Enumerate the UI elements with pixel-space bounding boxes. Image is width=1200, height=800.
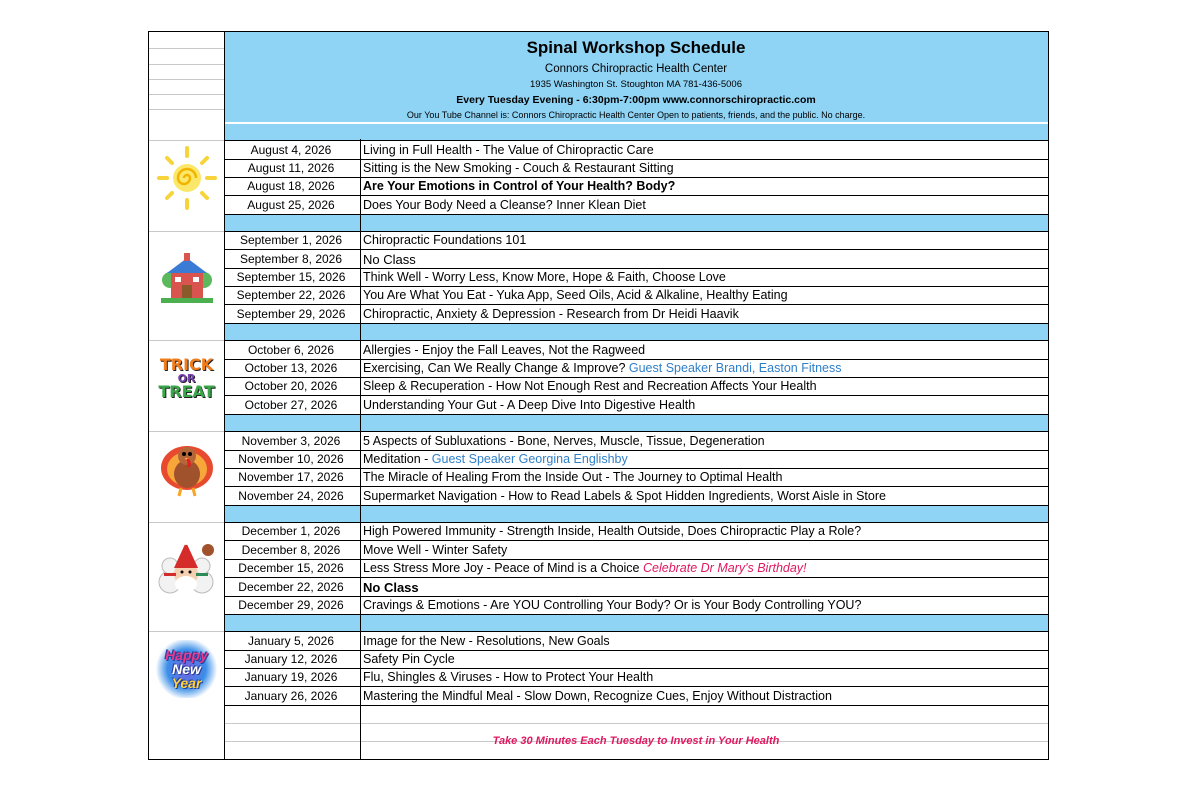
session-topic [363, 251, 416, 268]
topic-text: No Class [363, 251, 416, 267]
month-separator [224, 324, 1048, 341]
schedule-row [224, 523, 1048, 541]
icon-lettering: New [172, 661, 201, 678]
session-topic [363, 542, 507, 559]
topic-text: Sleep & Recuperation - How Not Enough Rest and Recreation Affects Your Health [363, 379, 817, 394]
topic-text: Supermarket Navigation - How to Read Labels & Spot Hidden Ingredients, Worst Aisle in Store [363, 488, 886, 503]
session-topic [363, 342, 645, 359]
schedule-time: Every Tuesday Evening - 6:30pm-7:00pm www.connorschiropractic.com [456, 94, 816, 106]
grid-line [149, 340, 224, 341]
session-topic [363, 523, 861, 540]
topic-text: Think Well - Worry Less, Know More, Hope & Faith, Choose Love [363, 270, 726, 285]
schedule-row [224, 433, 1048, 451]
session-date: November 3, 2026 [241, 433, 341, 448]
topic-text: Does Your Body Need a Cleanse? Inner Klean Diet [363, 197, 646, 212]
schedule-row [224, 669, 1048, 687]
schedule-row [224, 651, 1048, 669]
topic-text: Flu, Shingles & Viruses - How to Protect Your Health [363, 670, 654, 685]
month-separator [224, 215, 1048, 232]
session-date: November 10, 2026 [238, 451, 344, 466]
month-separator [224, 415, 1048, 432]
schedule-row [224, 232, 1048, 250]
session-topic [363, 597, 861, 614]
month-separator [224, 615, 1048, 632]
icon-lettering: OR [177, 371, 196, 385]
session-topic [363, 688, 832, 705]
schedule-row [224, 542, 1048, 560]
session-topic [363, 378, 817, 395]
column-divider [360, 139, 361, 759]
grid-line [149, 79, 224, 80]
schedule-row [224, 287, 1048, 305]
topic-text: Image for the New - Resolutions, New Goals [363, 633, 610, 648]
session-date: October 20, 2026 [244, 379, 338, 394]
session-topic [363, 651, 455, 668]
grid-line [149, 631, 224, 632]
topic-text: Chiropractic, Anxiety & Depression - Research from Dr Heidi Haavik [363, 306, 739, 321]
schoolhouse-icon [149, 242, 224, 314]
session-topic [363, 197, 646, 214]
session-date: August 18, 2026 [247, 179, 335, 194]
schedule-row [224, 306, 1048, 324]
session-topic [363, 579, 419, 596]
month-separator [224, 506, 1048, 523]
snowman-santa-icon [149, 533, 224, 605]
schedule-row [224, 560, 1048, 578]
session-date: October 13, 2026 [244, 361, 338, 375]
session-date: December 29, 2026 [238, 597, 344, 612]
schedule-row [224, 397, 1048, 415]
topic-text: Mastering the Mindful Meal - Slow Down, Recognize Cues, Enjoy Without Distraction [363, 688, 832, 703]
session-topic [363, 469, 782, 486]
session-date: December 15, 2026 [238, 561, 344, 576]
session-topic [363, 397, 695, 414]
grid-line [149, 109, 224, 110]
grid-line [149, 231, 224, 232]
schedule-row [224, 197, 1048, 215]
session-date: November 17, 2026 [238, 470, 344, 485]
session-date: January 5, 2026 [247, 633, 335, 648]
topic-text: No Class [363, 579, 419, 595]
schedule-row [224, 579, 1048, 597]
session-topic [363, 360, 842, 377]
session-topic [363, 488, 886, 505]
schedule-row [224, 251, 1048, 269]
footer-slogan: Take 30 Minutes Each Tuesday to Invest in Your Health [492, 735, 780, 747]
center-name: Connors Chiropractic Health Center [544, 63, 728, 75]
schedule-row [224, 633, 1048, 651]
session-date: October 27, 2026 [244, 397, 338, 412]
schedule-row [224, 488, 1048, 506]
month-separator [224, 124, 1048, 141]
session-topic [363, 160, 674, 177]
topic-text: High Powered Immunity - Strength Inside, Health Outside, Does Chiropractic Play a Role? [363, 524, 862, 539]
topic-text: Cravings & Emotions - Are YOU Controlling Your Body? Or is Your Body Controlling YOU? [363, 597, 862, 612]
session-date: August 11, 2026 [247, 160, 335, 175]
topic-text: Exercising, Can We Really Change & Improve? [363, 361, 629, 375]
session-date: January 26, 2026 [244, 688, 338, 703]
schedule-row [224, 688, 1048, 706]
schedule-sheet [148, 31, 1049, 760]
center-address: 1935 Washington St. Stoughton MA 781-436-5006 [530, 79, 742, 90]
session-date: January 19, 2026 [244, 670, 338, 685]
schedule-row [224, 342, 1048, 360]
schedule-row [224, 269, 1048, 287]
session-date: December 8, 2026 [241, 542, 341, 557]
session-topic [363, 633, 610, 650]
session-topic [363, 269, 726, 286]
schedule-row [224, 597, 1048, 615]
session-date: September 15, 2026 [236, 270, 346, 285]
page-title: Spinal Workshop Schedule [526, 38, 746, 57]
schedule-row [224, 451, 1048, 469]
session-date: October 6, 2026 [247, 342, 335, 357]
session-date: September 8, 2026 [239, 251, 343, 266]
grid-line [149, 140, 224, 141]
grid-line [149, 522, 224, 523]
turkey-icon [149, 433, 224, 505]
topic-text: Less Stress More Joy - Peace of Mind is a Choice [363, 561, 643, 576]
session-date: September 22, 2026 [236, 288, 346, 303]
youtube-note: Our You Tube Channel is: Connors Chiropractic Health Center Open to patients, friends, and the public. No charge. [406, 110, 866, 120]
happy-new-year-icon [149, 633, 224, 705]
column-divider [224, 32, 225, 759]
topic-text: Allergies - Enjoy the Fall Leaves, Not the Ragweed [363, 342, 646, 357]
topic-text: Chiropractic Foundations 101 [363, 233, 527, 248]
session-topic [363, 287, 788, 304]
session-topic [363, 433, 765, 450]
topic-text: Are Your Emotions in Control of Your Health? Body? [363, 179, 676, 194]
topic-text: Move Well - Winter Safety [363, 542, 508, 557]
session-date: August 25, 2026 [247, 197, 335, 212]
sun-icon [149, 142, 224, 214]
empty-row [224, 706, 1048, 724]
topic-text: Safety Pin Cycle [363, 652, 455, 667]
session-topic [363, 142, 654, 159]
schedule-row [224, 160, 1048, 178]
topic-text: 5 Aspects of Subluxations - Bone, Nerves, Muscle, Tissue, Degeneration [363, 433, 765, 448]
grid-line [149, 94, 224, 95]
schedule-row [224, 178, 1048, 196]
topic-text: The Miracle of Healing From the Inside Out - The Journey to Optimal Health [363, 470, 783, 485]
birthday-note: Celebrate Dr Mary's Birthday! [642, 561, 807, 576]
trick-or-treat-icon [149, 342, 224, 414]
topic-text: Living in Full Health - The Value of Chiropractic Care [363, 142, 654, 157]
session-topic [363, 178, 675, 195]
session-date: January 12, 2026 [244, 652, 338, 667]
session-date: September 1, 2026 [239, 233, 343, 248]
icon-lettering: Year [171, 675, 202, 692]
guest-speaker: Guest Speaker Georgina Englishby [431, 451, 628, 466]
session-topic [363, 306, 739, 323]
grid-line [149, 431, 224, 432]
session-topic [363, 232, 526, 249]
session-topic [363, 669, 653, 686]
topic-text: Sitting is the New Smoking - Couch & Restaurant Sitting [363, 160, 674, 175]
schedule-row [224, 378, 1048, 396]
grid-line [149, 64, 224, 65]
icon-lettering: Happy [165, 647, 208, 664]
session-date: December 1, 2026 [241, 524, 341, 539]
guest-speaker: Guest Speaker Brandi, Easton Fitness [628, 361, 842, 375]
session-topic [363, 560, 807, 577]
session-date: August 4, 2026 [250, 142, 332, 157]
schedule-row [224, 469, 1048, 487]
topic-text: You Are What You Eat - Yuka App, Seed Oils, Acid & Alkaline, Healthy Eating [363, 288, 788, 303]
grid-line [149, 48, 224, 49]
schedule-row [224, 142, 1048, 160]
session-date: November 24, 2026 [238, 488, 344, 503]
schedule-row [224, 360, 1048, 378]
session-date: September 29, 2026 [236, 306, 346, 321]
icon-lettering: TREAT [158, 381, 215, 401]
topic-text: Meditation - [363, 451, 432, 466]
icon-lettering: TRICK [159, 354, 214, 374]
topic-text: Understanding Your Gut - A Deep Dive Into Digestive Health [363, 397, 696, 412]
session-topic [363, 451, 628, 468]
session-date: December 22, 2026 [238, 579, 344, 594]
